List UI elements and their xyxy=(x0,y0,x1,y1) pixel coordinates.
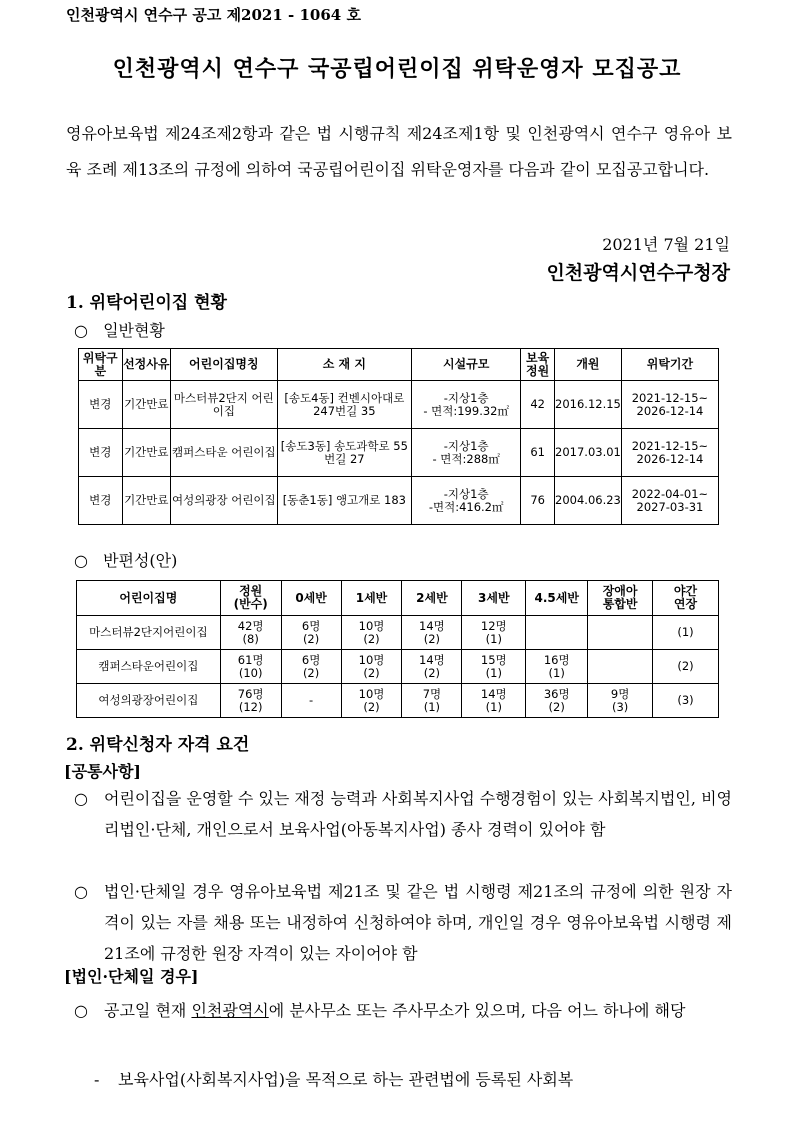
table-cell xyxy=(526,616,588,650)
circle-bullet-icon: ○ xyxy=(74,551,88,570)
circle-bullet-icon: ○ xyxy=(74,882,88,901)
column-header: 정원 (반수) xyxy=(220,581,281,616)
table-cell: 14명 (1) xyxy=(462,684,526,718)
table-cell: 2016.12.15 xyxy=(555,381,622,429)
table-cell: 10명 (2) xyxy=(341,684,402,718)
table-header-row xyxy=(77,581,719,616)
requirement-text: 보육사업(사회복지사업)을 목적으로 하는 관련법에 등록된 사회복 xyxy=(118,1070,574,1089)
table-cell: 2021-12-15~ 2026-12-14 xyxy=(621,381,718,429)
circle-bullet-icon: ○ xyxy=(74,321,88,340)
section-1-heading: 1. 위탁어린이집 현황 xyxy=(66,293,227,313)
table-cell: 61명 (10) xyxy=(220,650,281,684)
table-header-row xyxy=(79,349,719,381)
column-header: 어린이집명 xyxy=(77,581,221,616)
table-cell: 76명 (12) xyxy=(220,684,281,718)
column-header: 4.5세반 xyxy=(526,581,588,616)
table-cell: -지상1층 - 면적:199.32㎡ xyxy=(412,381,521,429)
table-cell: 2021-12-15~ 2026-12-14 xyxy=(621,429,718,477)
table-cell: [동춘1동] 앵고개로 183 xyxy=(277,477,411,525)
column-header: 보육정원 xyxy=(521,349,555,381)
table-row xyxy=(77,650,719,684)
table-cell: 여성의광장 어린이집 xyxy=(171,477,278,525)
table-cell: 36명 (2) xyxy=(526,684,588,718)
column-header: 1세반 xyxy=(341,581,402,616)
table-cell: 7명 (1) xyxy=(402,684,462,718)
class-plan-label: 반편성(안) xyxy=(103,551,178,570)
column-header: 2세반 xyxy=(402,581,462,616)
table-cell: 15명 (1) xyxy=(462,650,526,684)
list-item xyxy=(74,876,732,969)
table-cell: 9명 (3) xyxy=(588,684,653,718)
requirement-text: 어린이집을 운영할 수 있는 재정 능력과 사회복지사업 수행경험이 있는 사회복지법인, 비영리법인·단체, 개인으로서 보육사업(아동복지사업) 종사 경력이 있어야 함 xyxy=(104,789,732,839)
table-cell: 마스터뷰2단지 어린이집 xyxy=(171,381,278,429)
table-row xyxy=(79,429,719,477)
table-cell: 6명 (2) xyxy=(281,616,341,650)
table-cell: [송도4동] 컨벤시아대로 247번길 35 xyxy=(277,381,411,429)
table-cell: 2022-04-01~ 2027-03-31 xyxy=(621,477,718,525)
list-item xyxy=(94,1064,732,1095)
table-cell: 42명 (8) xyxy=(220,616,281,650)
column-header: 3세반 xyxy=(462,581,526,616)
table-row xyxy=(77,616,719,650)
table-cell: 변경 xyxy=(79,477,123,525)
table-cell: 16명 (1) xyxy=(526,650,588,684)
table-cell: 캠퍼스타운어린이집 xyxy=(77,650,221,684)
column-header: 선정사유 xyxy=(122,349,170,381)
table-cell: 6명 (2) xyxy=(281,650,341,684)
intro-paragraph: 영유아보육법 제24조제2항과 같은 법 시행규칙 제24조제1항 및 인천광역시 연수구 영유아 보육 조례 제13조의 규정에 의하여 국공립어린이집 위탁운영자를 다음과 같이 모집공고합니다. xyxy=(66,124,732,179)
corporation-requirements-label: [법인·단체일 경우] xyxy=(64,967,199,986)
notice-number: 인천광역시 연수구 공고 제2021 - 1064 호 xyxy=(66,6,361,24)
table-cell: 14명 (2) xyxy=(402,650,462,684)
table-cell xyxy=(588,650,653,684)
class-plan-table xyxy=(76,580,719,718)
requirement-text: 공고일 현재 인천광역시에 분사무소 또는 주사무소가 있으며, 다음 어느 하나에 해당 xyxy=(104,1001,686,1020)
list-item xyxy=(74,783,732,845)
circle-bullet-icon: ○ xyxy=(74,789,88,808)
table-cell: 12명 (1) xyxy=(462,616,526,650)
table-cell: 14명 (2) xyxy=(402,616,462,650)
table-row xyxy=(79,477,719,525)
general-status-label: 일반현황 xyxy=(103,321,165,340)
column-header: 시설규모 xyxy=(412,349,521,381)
circle-bullet-icon: ○ xyxy=(74,1001,88,1020)
column-header: 어린이집명칭 xyxy=(171,349,278,381)
common-requirements-label: [공통사항] xyxy=(64,762,141,781)
table-cell: -지상1층 -면적:416.2㎡ xyxy=(412,477,521,525)
notice-date: 2021년 7월 21일 xyxy=(602,235,730,254)
table-cell: 42 xyxy=(521,381,555,429)
table-cell xyxy=(588,616,653,650)
table-cell: 캠퍼스타운 어린이집 xyxy=(171,429,278,477)
column-header: 0세반 xyxy=(281,581,341,616)
table-cell: 마스터뷰2단지어린이집 xyxy=(77,616,221,650)
column-header: 위탁구분 xyxy=(79,349,123,381)
issuer: 인천광역시연수구청장 xyxy=(546,262,730,284)
underlined-city: 인천광역시 xyxy=(191,1001,269,1020)
table-cell: 여성의광장어린이집 xyxy=(77,684,221,718)
table-row xyxy=(79,381,719,429)
column-header: 야간 연장 xyxy=(653,581,719,616)
page-title: 인천광역시 연수구 국공립어린이집 위탁운영자 모집공고 xyxy=(112,56,682,82)
list-item xyxy=(74,995,732,1026)
table-cell: (2) xyxy=(653,650,719,684)
table-cell: 61 xyxy=(521,429,555,477)
table-cell: [송도3동] 송도과학로 55번길 27 xyxy=(277,429,411,477)
table-cell: (1) xyxy=(653,616,719,650)
column-header: 개원 xyxy=(555,349,622,381)
table-cell: - xyxy=(281,684,341,718)
general-status-heading xyxy=(74,318,165,341)
table-cell: 변경 xyxy=(79,429,123,477)
table-cell: 변경 xyxy=(79,381,123,429)
class-plan-heading xyxy=(74,548,177,571)
table-cell: 기간만료 xyxy=(122,429,170,477)
table-cell: 기간만료 xyxy=(122,381,170,429)
table-row xyxy=(77,684,719,718)
requirement-text: 법인·단체일 경우 영유아보육법 제21조 및 같은 법 시행령 제21조의 규정에 의한 원장 자격이 있는 자를 채용 또는 내정하여 신청하여야 하며, 개인일 경우 영유아보육법 시행령 제21조에 규정한 원장 자격이 있는 자이어야 함 xyxy=(104,882,732,963)
table-cell: 2004.06.23 xyxy=(555,477,622,525)
column-header: 장애아 통합반 xyxy=(588,581,653,616)
table-cell: 76 xyxy=(521,477,555,525)
daycare-status-table xyxy=(78,348,719,525)
table-cell: (3) xyxy=(653,684,719,718)
table-cell: 10명 (2) xyxy=(341,650,402,684)
table-cell: 10명 (2) xyxy=(341,616,402,650)
table-cell: -지상1층 - 면적:288㎡ xyxy=(412,429,521,477)
table-cell: 2017.03.01 xyxy=(555,429,622,477)
column-header: 위탁기간 xyxy=(621,349,718,381)
dash-bullet: - xyxy=(94,1070,100,1089)
section-2-heading: 2. 위탁신청자 자격 요건 xyxy=(66,735,250,755)
column-header: 소 재 지 xyxy=(277,349,411,381)
table-cell: 기간만료 xyxy=(122,477,170,525)
